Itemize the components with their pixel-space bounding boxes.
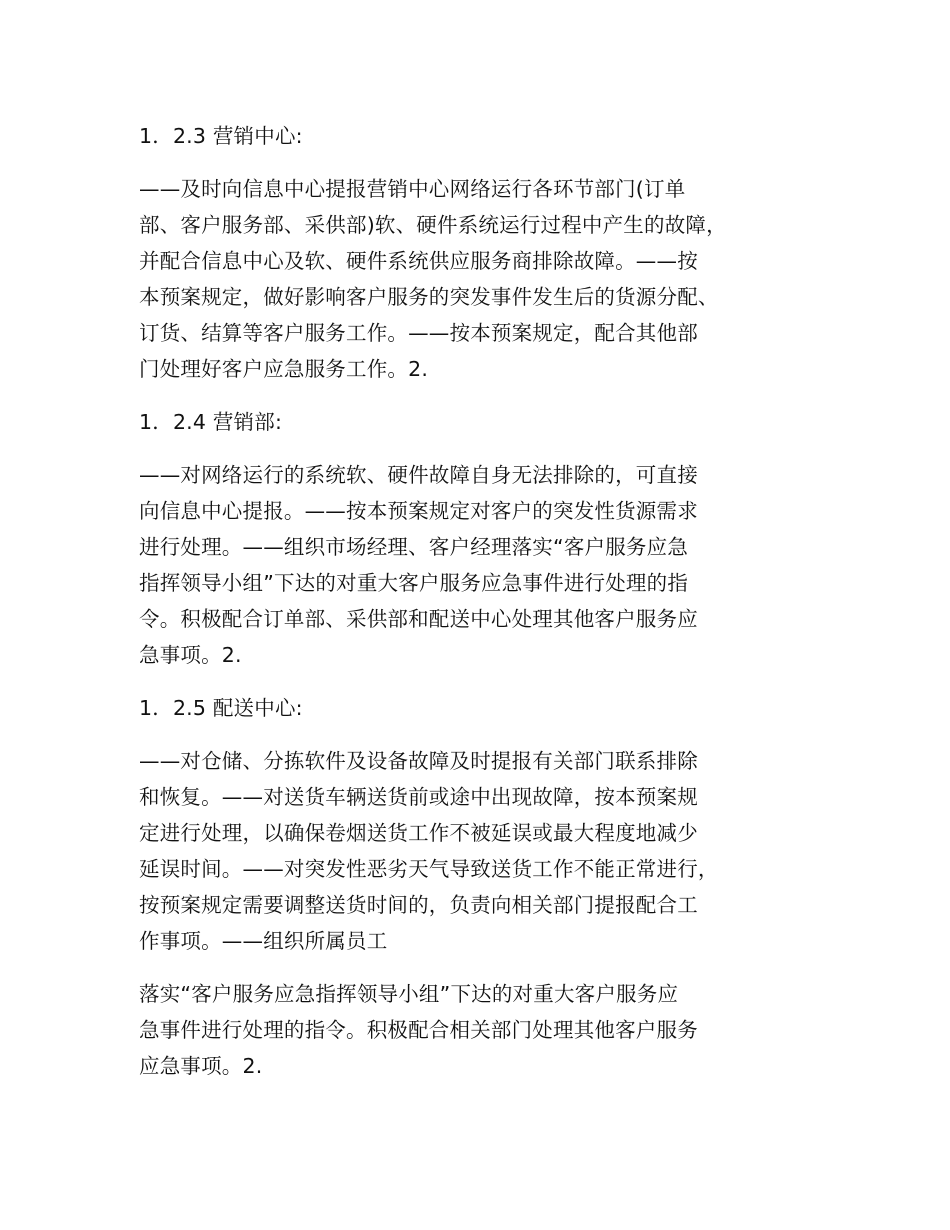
section-heading-1-2-3: 1．2.3 营销中心:: [139, 124, 303, 148]
paragraph-line: 急事项。2.: [139, 643, 242, 667]
paragraph-line: 定进行处理，以确保卷烟送货工作不被延误或最大程度地减少: [139, 821, 698, 845]
document-body: [139, 118, 829, 1101]
section-paragraph-1-2-3: [139, 171, 829, 387]
section-paragraph-1-2-4: [139, 457, 829, 673]
paragraph-line: 门处理好客户应急服务工作。2.: [139, 357, 429, 381]
paragraph-line: 令。积极配合订单部、采供部和配送中心处理其他客户服务应: [139, 607, 698, 631]
paragraph-line: 向信息中心提报。——按本预案规定对客户的突发性货源需求: [139, 499, 698, 523]
paragraph-line: 指挥领导小组”下达的对重大客户服务应急事件进行处理的指: [139, 571, 689, 595]
section-paragraph-1-2-5-continued: [139, 976, 829, 1084]
paragraph-line: 作事项。——组织所属员工: [139, 929, 388, 953]
paragraph-line: ——及时向信息中心提报营销中心网络运行各环节部门(订单: [139, 177, 686, 201]
paragraph-line: 急事件进行处理的指令。积极配合相关部门处理其他客户服务: [139, 1018, 698, 1042]
paragraph-line: 延误时间。——对突发性恶劣天气导致送货工作不能正常进行，: [139, 857, 719, 881]
paragraph-line: 按预案规定需要调整送货时间的，负责向相关部门提报配合工: [139, 893, 698, 917]
paragraph-line: 应急事项。2.: [139, 1054, 263, 1078]
paragraph-line: 订货、结算等客户服务工作。——按本预案规定，配合其他部: [139, 321, 698, 345]
paragraph-line: 落实“客户服务应急指挥领导小组”下达的对重大客户服务应: [139, 982, 679, 1006]
section-heading-1-2-5: 1．2.5 配送中心:: [139, 696, 303, 720]
paragraph-line: ——对网络运行的系统软、硬件故障自身无法排除的，可直接: [139, 463, 698, 487]
paragraph-line: 和恢复。——对送货车辆送货前或途中出现故障，按本预案规: [139, 785, 698, 809]
paragraph-line: 部、客户服务部、采供部)软、硬件系统运行过程中产生的故障，: [139, 213, 727, 237]
paragraph-line: 进行处理。——组织市场经理、客户经理落实“客户服务应急: [139, 535, 689, 559]
paragraph-line: ——对仓储、分拣软件及设备故障及时提报有关部门联系排除: [139, 749, 698, 773]
paragraph-line: 并配合信息中心及软、硬件系统供应服务商排除故障。——按: [139, 249, 698, 273]
paragraph-line: 本预案规定，做好影响客户服务的突发事件发生后的货源分配、: [139, 285, 719, 309]
section-paragraph-1-2-5: [139, 743, 829, 959]
section-heading-1-2-4: 1．2.4 营销部:: [139, 410, 283, 434]
